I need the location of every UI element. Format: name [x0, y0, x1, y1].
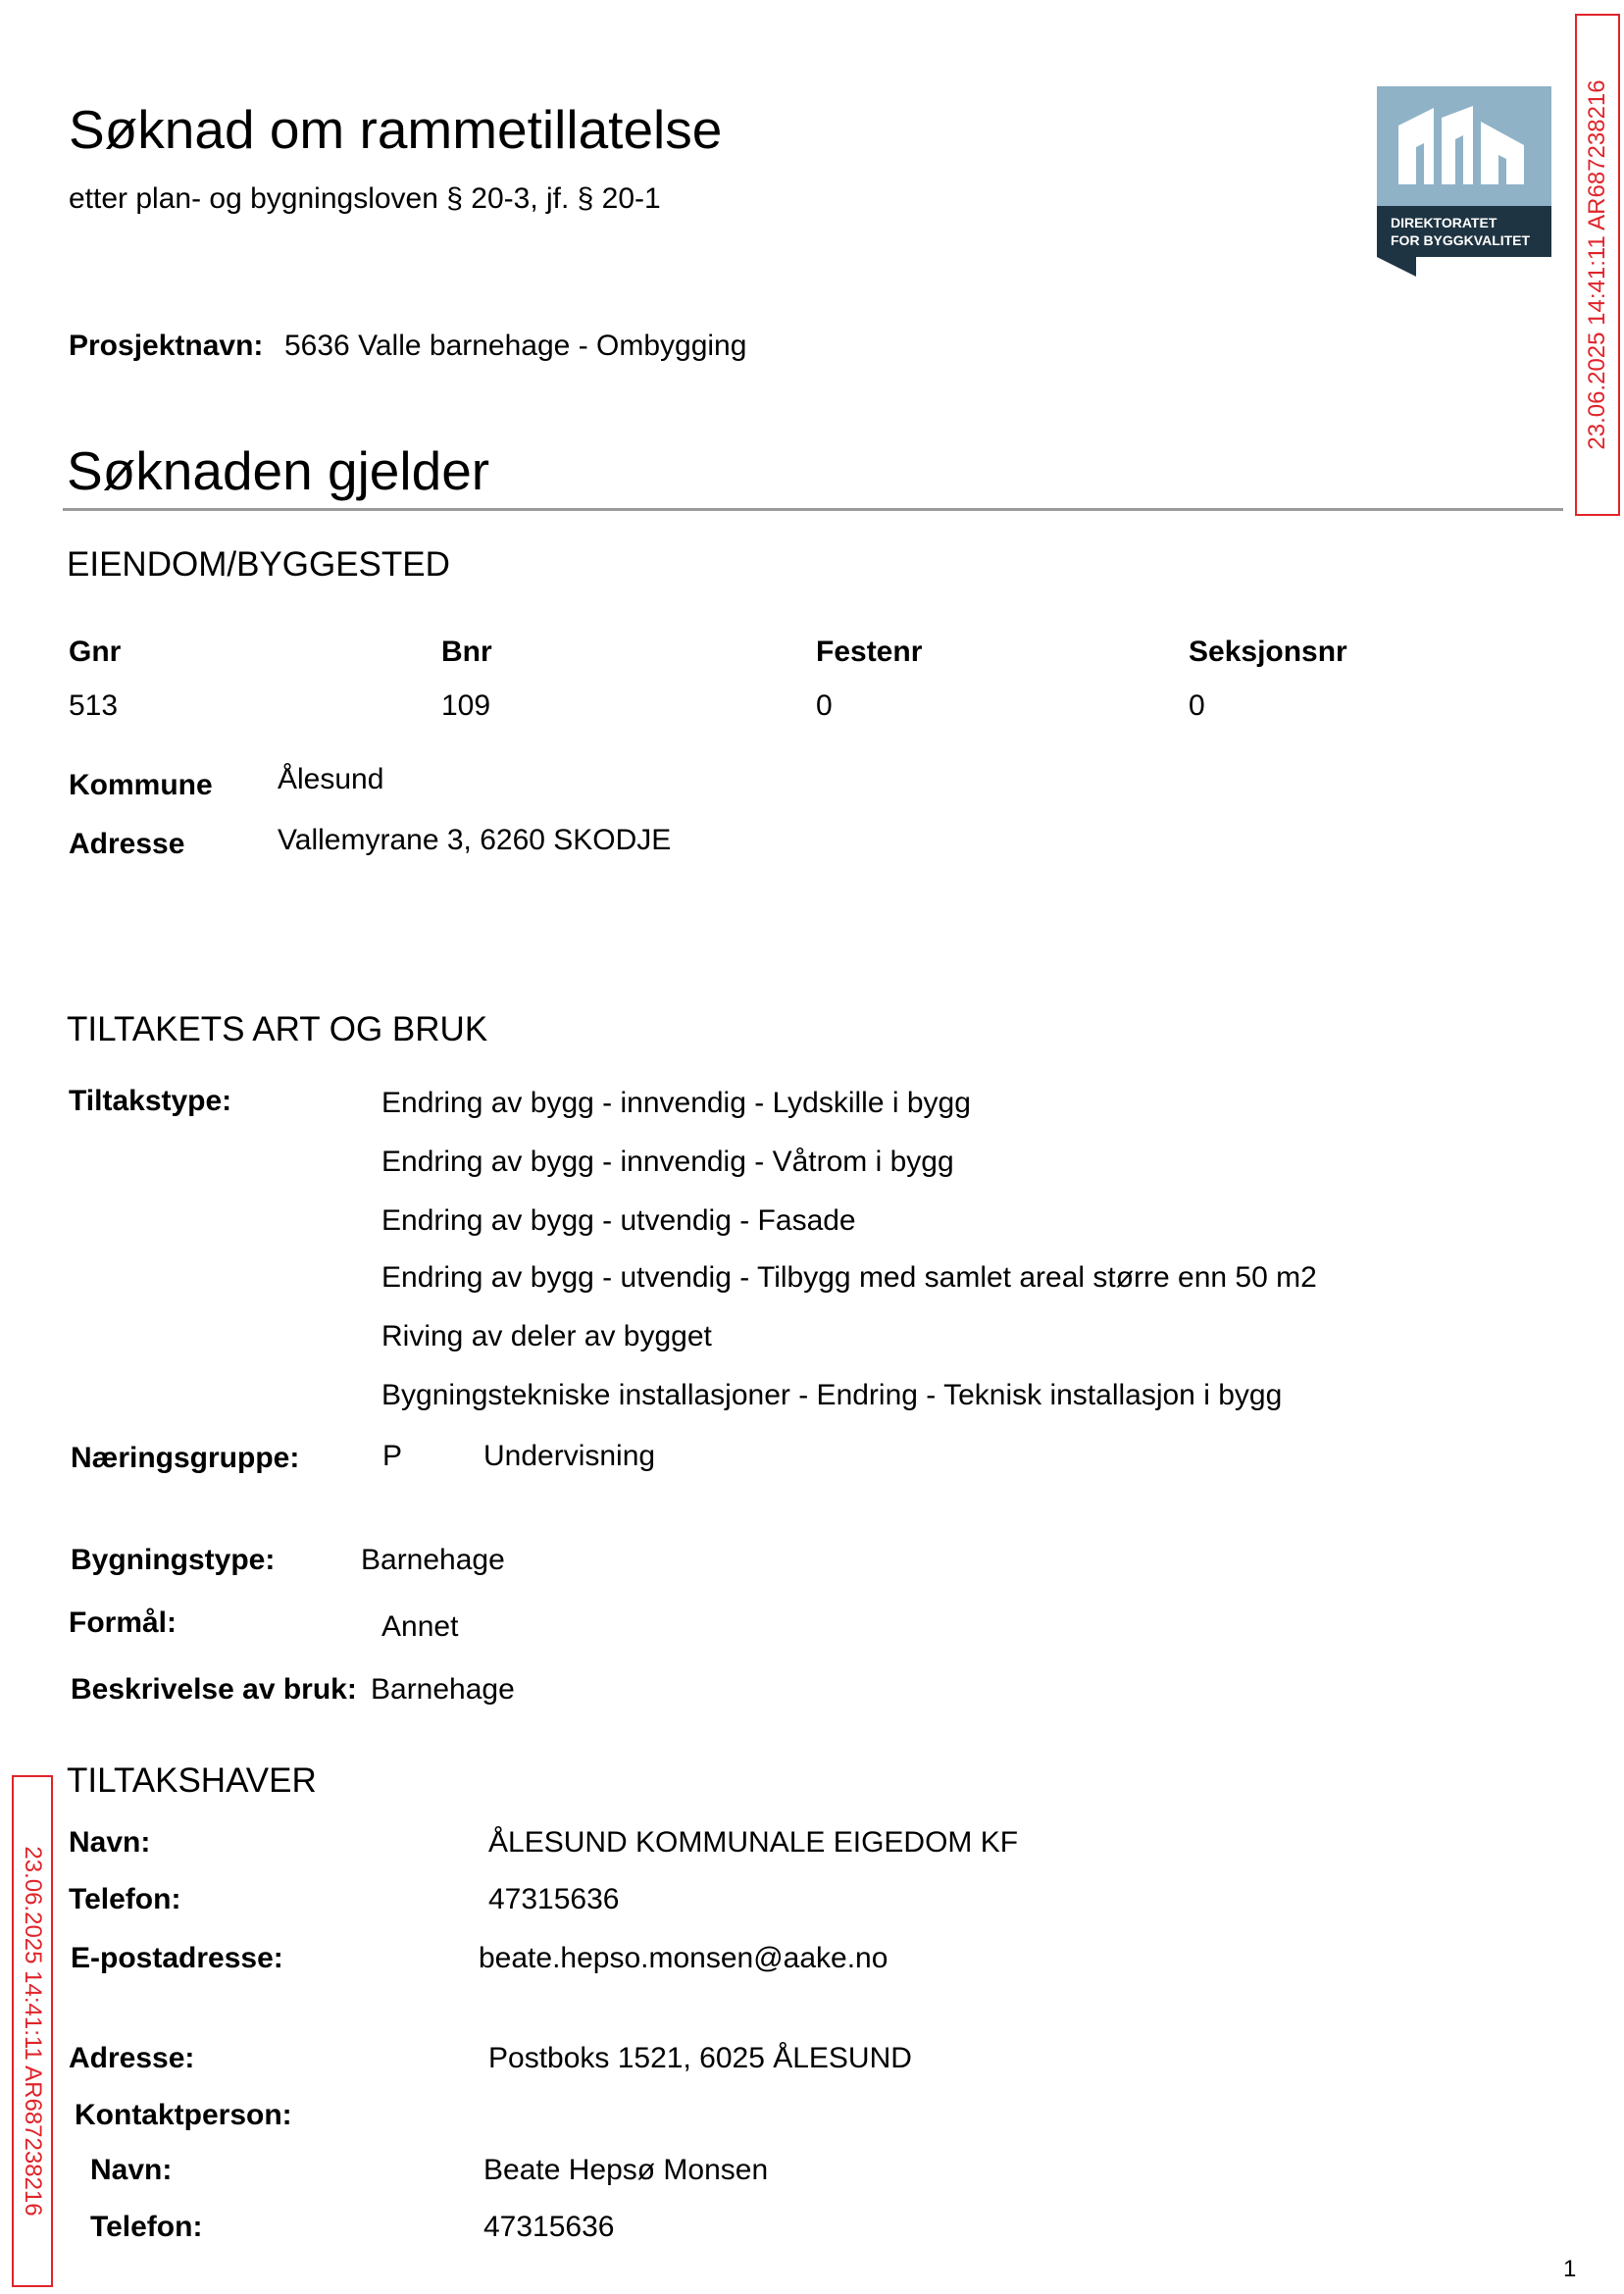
logo-text-line1: DIREKTORATET — [1391, 215, 1497, 230]
industry-name: Undervisning — [483, 1440, 656, 1472]
property-heading: EIENDOM/BYGGESTED — [67, 545, 450, 584]
page-number: 1 — [1563, 2256, 1577, 2282]
building-type-value: Barnehage — [361, 1544, 505, 1576]
section-divider — [63, 508, 1563, 511]
measure-type-item: Endring av bygg - utvendig - Tilbygg med samlet areal større enn 50 m2 — [381, 1261, 1317, 1294]
purpose-label: Formål: — [69, 1606, 178, 1639]
purpose-value: Annet — [381, 1610, 459, 1643]
building-type-label: Bygningstype: — [71, 1544, 276, 1576]
applicant-address-value: Postboks 1521, 6025 ÅLESUND — [488, 2042, 912, 2074]
gnr-label: Gnr — [69, 636, 122, 668]
seksjonsnr-value: 0 — [1189, 689, 1205, 722]
applicant-phone-value: 47315636 — [488, 1883, 620, 1915]
contact-name-label: Navn: — [90, 2154, 173, 2186]
contact-name-value: Beate Hepsø Monsen — [483, 2154, 769, 2186]
section-heading: Søknaden gjelder — [67, 440, 490, 501]
page-title: Søknad om rammetillatelse — [69, 99, 723, 160]
usage-label: Beskrivelse av bruk: — [71, 1673, 357, 1706]
applicant-name-label: Navn: — [69, 1826, 151, 1859]
festenr-value: 0 — [816, 689, 833, 722]
industry-label: Næringsgruppe: — [71, 1442, 300, 1474]
project-value: 5636 Valle barnehage - Ombygging — [284, 330, 747, 362]
applicant-address-label: Adresse: — [69, 2042, 195, 2074]
adresse-label: Adresse — [69, 828, 185, 860]
measure-type-item: Endring av bygg - innvendig - Lydskille i bygg — [381, 1087, 971, 1119]
applicant-phone-label: Telefon: — [69, 1883, 181, 1915]
kommune-label: Kommune — [69, 769, 213, 801]
measure-type-item: Bygningstekniske installasjoner - Endring - Teknisk installasjon i bygg — [381, 1379, 1283, 1411]
gnr-value: 513 — [69, 689, 119, 722]
measure-heading: TILTAKETS ART OG BRUK — [67, 1010, 488, 1048]
project-label: Prosjektnavn: — [69, 330, 264, 362]
stamp-text: 23.06.2025 14:41:11 AR687238216 — [20, 1846, 46, 2217]
measure-type-item: Endring av bygg - innvendig - Våtrom i bygg — [381, 1146, 954, 1178]
measure-type-label: Tiltakstype: — [69, 1085, 232, 1117]
bnr-value: 109 — [441, 689, 491, 722]
applicant-name-value: ÅLESUND KOMMUNALE EIGEDOM KF — [488, 1826, 1019, 1859]
received-stamp-bottom — [12, 1775, 53, 2287]
bnr-label: Bnr — [441, 636, 492, 668]
contact-phone-value: 47315636 — [483, 2211, 615, 2243]
usage-value: Barnehage — [371, 1673, 515, 1706]
applicant-heading: TILTAKSHAVER — [67, 1761, 317, 1800]
page-subtitle: etter plan- og bygningsloven § 20-3, jf. § 20-1 — [69, 182, 661, 215]
industry-code: P — [382, 1440, 403, 1472]
applicant-email-value: beate.hepso.monsen@aake.no — [479, 1942, 888, 1974]
measure-type-item: Endring av bygg - utvendig - Fasade — [381, 1204, 856, 1237]
contact-person-label: Kontaktperson: — [75, 2099, 292, 2131]
contact-phone-label: Telefon: — [90, 2211, 203, 2243]
seksjonsnr-label: Seksjonsnr — [1189, 636, 1347, 668]
festenr-label: Festenr — [816, 636, 923, 668]
kommune-value: Ålesund — [278, 763, 384, 795]
measure-type-item: Riving av deler av bygget — [381, 1320, 712, 1352]
dibk-logo — [1377, 86, 1551, 277]
logo-text-line2: FOR BYGGKVALITET — [1391, 232, 1531, 248]
applicant-email-label: E-postadresse: — [71, 1942, 283, 1974]
adresse-value: Vallemyrane 3, 6260 SKODJE — [278, 824, 672, 856]
stamp-text: 23.06.2025 14:41:11 AR687238216 — [1584, 79, 1610, 450]
received-stamp-top — [1575, 14, 1620, 516]
